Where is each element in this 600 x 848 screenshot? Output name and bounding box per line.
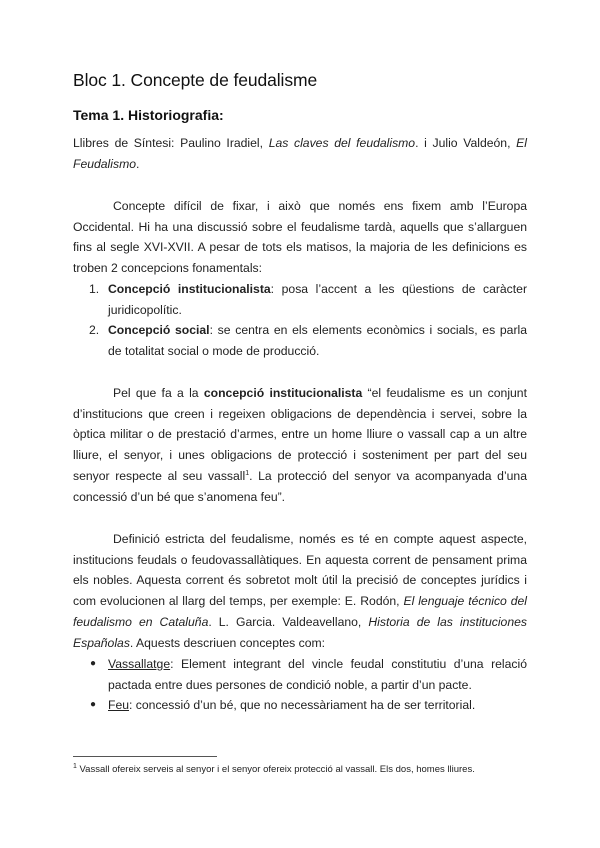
list-marker: 1. xyxy=(89,282,100,296)
bullet-icon: ● xyxy=(90,658,97,669)
intro-paragraph: Concepte difícil de fixar, i això que només ens fixem amb l’Europa Occidental. Hi ha una discussió sobre el feudalisme tardà, aquells que s’allarguen fins al segle XVI-XVII. A pesar de tots els matisos, la majoria de les definicions es troben 2 concepcions fonamentals: xyxy=(73,199,527,276)
list-text: : se centra en els elements econòmics i socials, es parla de totalitat social o mode de producció. xyxy=(108,323,527,359)
bullet-icon: ● xyxy=(90,699,97,711)
books-end: . xyxy=(136,156,140,171)
list-term: Concepció social xyxy=(108,323,210,338)
list-term: Feu xyxy=(108,698,130,713)
para2-end: . La protecció del senyor va acompanyada d’una concessió d’un bé que s’anomena feu”. xyxy=(73,468,527,504)
list-text: : concessió d’un bé, que no necessàriament ha de ser territorial. xyxy=(129,698,476,713)
page-title: Bloc 1. Concepte de feudalisme xyxy=(73,70,318,90)
footnote-ref[interactable]: 1 xyxy=(245,469,250,477)
para3-text1: Definició estricta del feudalisme, només es té en compte aquest aspecte, institucions feudals o feudovassallàtiques. En aquesta corrent de pensament prima els nobles. Aquesta corrent és sobretot molt útil la precisió de conceptes jurídics i com evolucionen al llarg del temps, per exemple: E. Rodón, xyxy=(73,532,527,609)
footnote-divider xyxy=(73,756,217,757)
books-paragraph xyxy=(73,133,527,174)
list-item xyxy=(73,279,527,320)
books-prefix: Llibres de Síntesi: Paulino Iradiel, xyxy=(73,136,269,150)
para2-pre: Pel que fa a la xyxy=(113,386,204,400)
list-item xyxy=(73,320,527,361)
institutional-paragraph xyxy=(73,383,527,507)
book-title: Historia de las instituciones Españolas xyxy=(73,614,527,650)
definition-paragraph xyxy=(73,529,527,653)
list-item xyxy=(73,654,527,695)
list-item xyxy=(73,695,527,716)
list-text: : posa l’accent a les qüestions de caràcter juridicopolític. xyxy=(108,282,528,317)
list-term: Vassallatge xyxy=(108,657,171,671)
books-mid: . i Julio Valdeón, xyxy=(415,136,517,150)
footnote xyxy=(73,763,475,777)
book-title: El lenguaje técnico del feudalismo en Cataluña xyxy=(73,594,527,629)
para2-text: “el feudalisme es un conjunt d’institucions que creen i regeixen obligacions de dependència i servei, sobre la òptica militar o de prestació d’armes, entre un home lliure o vassall cap a un altre lliure, el senyor, i unes obligacions de protecció i sosteniment per part del seu senyor respecte al seu vassall xyxy=(73,386,527,483)
list-marker: 2. xyxy=(89,323,100,338)
footnote-marker: 1 xyxy=(73,762,77,770)
book-title: Las claves del feudalismo xyxy=(268,136,416,150)
section-heading: Tema 1. Historiografia: xyxy=(73,107,224,123)
book-title: El Feudalismo xyxy=(73,136,527,171)
footnote-text: Vassall ofereix serveis al senyor i el senyor ofereix protecció al vassall. Els dos, homes lliures. xyxy=(76,764,475,775)
para3-text2: . L. Garcia. Valdeavellano, xyxy=(208,614,369,629)
list-term: Concepció institucionalista xyxy=(108,282,271,296)
para2-term: concepció institucionalista xyxy=(203,386,363,400)
para3-text3: . Aquests descriuen conceptes com: xyxy=(129,635,326,650)
concepts-list xyxy=(73,654,527,716)
list-text: : Element integrant del vincle feudal constitutiu d’una relació pactada entre dues persones de condició noble, a partir d’un pacte. xyxy=(108,657,527,692)
conceptions-list xyxy=(73,279,527,362)
